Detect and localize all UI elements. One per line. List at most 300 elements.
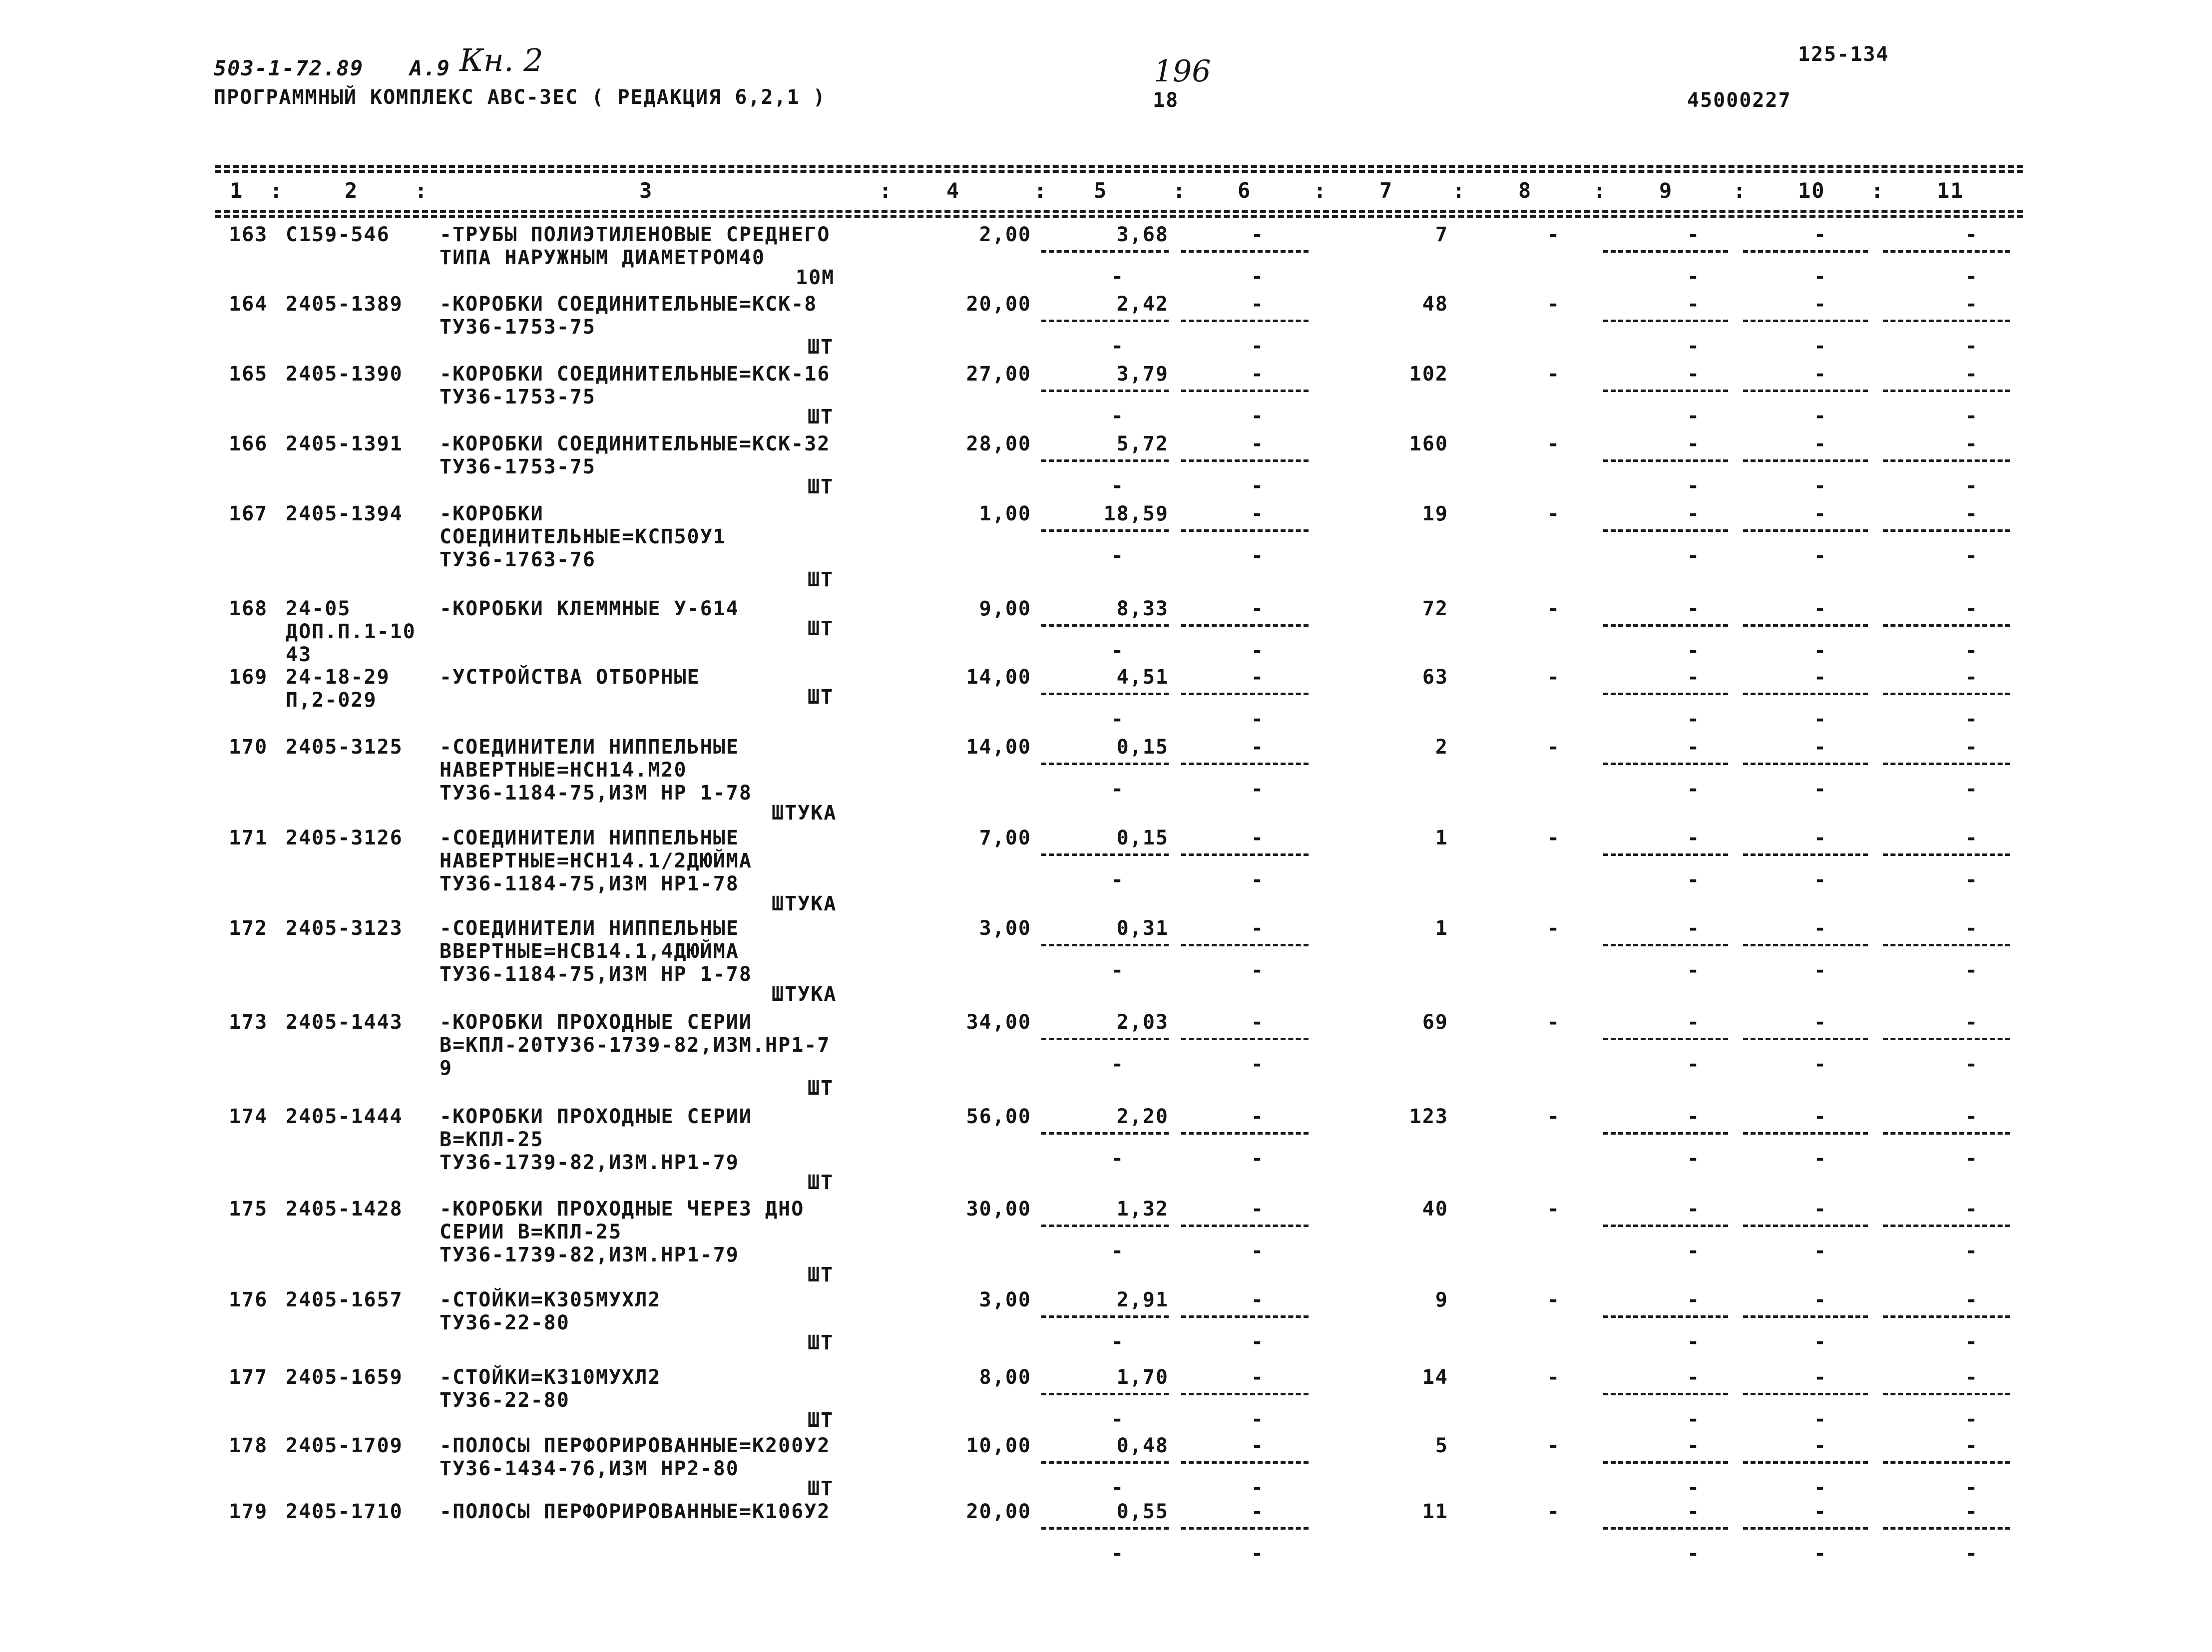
cell-underline (1743, 529, 1868, 532)
col10-dash: - (1814, 1500, 1827, 1523)
cell-underline (1181, 320, 1309, 322)
cell-underline (1041, 1038, 1169, 1040)
cell-underline (1041, 250, 1169, 253)
col10-dash: - (1814, 432, 1827, 455)
cell-underline (1883, 320, 2010, 322)
row-quantity: 1,00 (979, 502, 1031, 525)
col8-dash: - (1547, 597, 1561, 620)
cell-underline (1041, 763, 1169, 765)
row-price: 0,31 (1116, 917, 1169, 940)
row-quantity: 14,00 (966, 736, 1031, 759)
col8-dash: - (1547, 917, 1561, 940)
col6-dash: - (1251, 917, 1265, 940)
cell-underline (1743, 1461, 1868, 1464)
col10-sub-dash: - (1814, 265, 1827, 288)
cell-underline (1041, 1393, 1169, 1395)
row-cost: 160 (1409, 432, 1448, 455)
col6-sub-dash: - (1251, 778, 1265, 801)
row-cost: 63 (1422, 666, 1448, 689)
row-code: П,2-029 (286, 689, 377, 712)
row-unit: ШТ (808, 1077, 834, 1100)
cell-underline (1181, 1461, 1309, 1464)
col10-sub-dash: - (1814, 335, 1827, 358)
cell-underline (1041, 1527, 1169, 1530)
row-number: 167 (229, 502, 268, 525)
row-description: -СОЕДИНИТЕЛИ НИППЕЛЬНЫЕ (440, 826, 739, 849)
row-unit: ШТ (808, 1171, 834, 1194)
cell-underline (1883, 1038, 2010, 1040)
row-number: 172 (229, 917, 268, 940)
cell-underline (1181, 1225, 1309, 1227)
col8-dash: - (1547, 1105, 1561, 1128)
col6-dash: - (1251, 1288, 1265, 1311)
sheet-range: 125-134 (1798, 43, 1889, 66)
col6-sub-dash: - (1251, 959, 1265, 982)
col9-sub-dash: - (1687, 544, 1701, 567)
cell-underline (1181, 529, 1309, 532)
cell-underline (1041, 390, 1169, 392)
cell-underline (1883, 250, 2010, 253)
col5-sub-dash: - (1111, 405, 1125, 427)
col6-sub-dash: - (1251, 1239, 1265, 1262)
col9-dash: - (1687, 1288, 1701, 1311)
col5-sub-dash: - (1111, 1147, 1125, 1170)
col9-dash: - (1687, 432, 1701, 455)
cell-underline (1743, 944, 1868, 946)
cell-underline (1883, 1527, 2010, 1530)
cell-underline (1181, 1038, 1309, 1040)
col10-sub-dash: - (1814, 1053, 1827, 1076)
row-description: СЕРИИ В=КПЛ-25 (440, 1221, 622, 1243)
row-quantity: 9,00 (979, 597, 1031, 620)
row-description: ТУ36-1763-76 (440, 548, 596, 571)
cell-underline (1181, 1315, 1309, 1318)
row-unit: ШТ (808, 336, 834, 359)
row-description: В=КПЛ-20ТУ36-1739-82,ИЗМ.НР1-7 (440, 1034, 831, 1057)
col11-sub-dash: - (1965, 708, 1979, 731)
row-price: 2,42 (1116, 293, 1169, 316)
col9-dash: - (1687, 1366, 1701, 1389)
col9-sub-dash: - (1687, 959, 1701, 982)
row-description: ТУ36-1184-75,ИЗМ НР 1-78 (440, 963, 752, 986)
col10-dash: - (1814, 363, 1827, 386)
col6-sub-dash: - (1251, 1476, 1265, 1499)
row-cost: 72 (1422, 597, 1448, 620)
col8-dash: - (1547, 1434, 1561, 1457)
col8-dash: - (1547, 293, 1561, 316)
col11-dash: - (1965, 293, 1979, 316)
col9-dash: - (1687, 666, 1701, 689)
col10-dash: - (1814, 666, 1827, 689)
col5-sub-dash: - (1111, 1053, 1125, 1076)
cell-underline (1603, 1315, 1728, 1318)
cell-underline (1181, 390, 1309, 392)
row-number: 179 (229, 1500, 268, 1523)
col8-dash: - (1547, 1198, 1561, 1221)
col9-sub-dash: - (1687, 778, 1701, 801)
row-unit: ШТ (808, 1331, 834, 1354)
row-unit: ШТ (808, 475, 834, 498)
col5-sub-dash: - (1111, 1476, 1125, 1499)
col8-dash: - (1547, 432, 1561, 455)
col8-dash: - (1547, 736, 1561, 759)
row-number: 174 (229, 1105, 268, 1128)
cell-underline (1743, 1225, 1868, 1227)
col11-dash: - (1965, 917, 1979, 940)
col6-dash: - (1251, 826, 1265, 849)
col6-dash: - (1251, 736, 1265, 759)
row-price: 3,79 (1116, 363, 1169, 386)
row-description: ТУ36-22-80 (440, 1389, 570, 1412)
col5-sub-dash: - (1111, 335, 1125, 358)
row-unit: 10М (796, 266, 835, 289)
col11-sub-dash: - (1965, 1053, 1979, 1076)
cell-underline (1603, 459, 1728, 462)
col5-sub-dash: - (1111, 474, 1125, 497)
cell-underline (1181, 1527, 1309, 1530)
cell-underline (1743, 459, 1868, 462)
cell-underline (1181, 624, 1309, 627)
cell-underline (1603, 250, 1728, 253)
col10-dash: - (1814, 1288, 1827, 1311)
cell-underline (1883, 1393, 2010, 1395)
col6-dash: - (1251, 1434, 1265, 1457)
row-description: -СОЕДИНИТЕЛИ НИППЕЛЬНЫЕ (440, 736, 739, 759)
row-description: НАВЕРТНЫЕ=НСН14.1/2ДЮЙМА (440, 849, 752, 872)
col8-dash: - (1547, 1366, 1561, 1389)
row-description: -КОРОБКИ ПРОХОДНЫЕ ЧЕРЕЗ ДНО (440, 1198, 805, 1221)
row-price: 5,72 (1116, 432, 1169, 455)
column-header: 5 (1094, 178, 1108, 203)
cell-underline (1041, 944, 1169, 946)
col9-dash: - (1687, 293, 1701, 316)
cell-underline (1041, 1315, 1169, 1318)
col6-dash: - (1251, 502, 1265, 525)
col11-sub-dash: - (1965, 544, 1979, 567)
col9-dash: - (1687, 1011, 1701, 1034)
col6-sub-dash: - (1251, 708, 1265, 731)
col11-sub-dash: - (1965, 1330, 1979, 1353)
cell-underline (1603, 1225, 1728, 1227)
col10-dash: - (1814, 1366, 1827, 1389)
row-quantity: 34,00 (966, 1011, 1031, 1034)
col10-sub-dash: - (1814, 405, 1827, 427)
col8-dash: - (1547, 1011, 1561, 1034)
row-number: 164 (229, 293, 268, 316)
col8-dash: - (1547, 826, 1561, 849)
row-quantity: 30,00 (966, 1198, 1031, 1221)
col9-dash: - (1687, 223, 1701, 246)
row-price: 2,91 (1116, 1288, 1169, 1311)
col6-sub-dash: - (1251, 1408, 1265, 1431)
cell-underline (1883, 390, 2010, 392)
row-code: 2405-1443 (286, 1011, 403, 1034)
row-code: 2405-1710 (286, 1500, 403, 1523)
row-code: 2405-1709 (286, 1434, 403, 1457)
col5-sub-dash: - (1111, 959, 1125, 982)
row-quantity: 28,00 (966, 432, 1031, 455)
row-quantity: 10,00 (966, 1434, 1031, 1457)
col5-sub-dash: - (1111, 639, 1125, 662)
cell-underline (1181, 763, 1309, 765)
row-description: -СОЕДИНИТЕЛИ НИППЕЛЬНЫЕ (440, 917, 739, 940)
row-number: 168 (229, 597, 268, 620)
row-number: 170 (229, 736, 268, 759)
cell-underline (1603, 944, 1728, 946)
row-quantity: 3,00 (979, 917, 1031, 940)
col11-sub-dash: - (1965, 639, 1979, 662)
col9-dash: - (1687, 736, 1701, 759)
col11-dash: - (1965, 1434, 1979, 1457)
cell-underline (1181, 944, 1309, 946)
col11-sub-dash: - (1965, 1408, 1979, 1431)
row-price: 0,55 (1116, 1500, 1169, 1523)
row-cost: 1 (1435, 826, 1448, 849)
col11-sub-dash: - (1965, 1476, 1979, 1499)
row-code: 2405-1657 (286, 1288, 403, 1311)
column-header: 1 (230, 178, 244, 203)
col5-sub-dash: - (1111, 1542, 1125, 1565)
col9-dash: - (1687, 917, 1701, 940)
col10-dash: - (1814, 736, 1827, 759)
col9-sub-dash: - (1687, 1053, 1701, 1076)
col11-sub-dash: - (1965, 959, 1979, 982)
col6-dash: - (1251, 597, 1265, 620)
row-description: СОЕДИНИТЕЛЬНЫЕ=КСП50У1 (440, 525, 726, 548)
col6-sub-dash: - (1251, 474, 1265, 497)
col6-sub-dash: - (1251, 639, 1265, 662)
row-quantity: 20,00 (966, 1500, 1031, 1523)
col11-sub-dash: - (1965, 405, 1979, 427)
row-description: ТУ36-1739-82,ИЗМ.НР1-79 (440, 1151, 739, 1174)
cell-underline (1883, 624, 2010, 627)
row-unit: ШТУКА (772, 802, 837, 825)
col6-dash: - (1251, 1500, 1265, 1523)
col10-dash: - (1814, 1105, 1827, 1128)
cell-underline (1743, 390, 1868, 392)
row-price: 0,48 (1116, 1434, 1169, 1457)
col9-sub-dash: - (1687, 265, 1701, 288)
row-cost: 2 (1435, 736, 1448, 759)
col10-sub-dash: - (1814, 708, 1827, 731)
row-price: 4,51 (1116, 666, 1169, 689)
col10-sub-dash: - (1814, 1542, 1827, 1565)
row-description: ТУ36-22-80 (440, 1311, 570, 1334)
col10-dash: - (1814, 597, 1827, 620)
cell-underline (1041, 853, 1169, 856)
program-line: ПРОГРАММНЫЙ КОМПЛЕКС АВС-3ЕС ( РЕДАКЦИЯ 6,2,1 ) (214, 86, 826, 109)
row-unit: ШТ (808, 1263, 834, 1286)
row-description: -ТРУБЫ ПОЛИЭТИЛЕНОВЫЕ СРЕДНЕГО (440, 223, 831, 246)
row-quantity: 8,00 (979, 1366, 1031, 1389)
column-header: 7 (1379, 178, 1393, 203)
cell-underline (1743, 1132, 1868, 1135)
column-header: 8 (1518, 178, 1532, 203)
cell-underline (1041, 1461, 1169, 1464)
row-cost: 14 (1422, 1366, 1448, 1389)
row-cost: 19 (1422, 502, 1448, 525)
row-code: 2405-1659 (286, 1366, 403, 1389)
col5-sub-dash: - (1111, 778, 1125, 801)
row-cost: 123 (1409, 1105, 1448, 1128)
col6-sub-dash: - (1251, 1330, 1265, 1353)
col5-sub-dash: - (1111, 1330, 1125, 1353)
column-header: 6 (1238, 178, 1252, 203)
col10-dash: - (1814, 826, 1827, 849)
cell-underline (1041, 1132, 1169, 1135)
col10-sub-dash: - (1814, 1408, 1827, 1431)
col10-sub-dash: - (1814, 778, 1827, 801)
cell-underline (1603, 1038, 1728, 1040)
cell-underline (1041, 693, 1169, 695)
cell-underline (1603, 1527, 1728, 1530)
col9-sub-dash: - (1687, 639, 1701, 662)
col9-sub-dash: - (1687, 1239, 1701, 1262)
col9-dash: - (1687, 1500, 1701, 1523)
row-cost: 48 (1422, 293, 1448, 316)
col8-dash: - (1547, 1500, 1561, 1523)
col9-sub-dash: - (1687, 335, 1701, 358)
col9-dash: - (1687, 363, 1701, 386)
row-price: 0,15 (1116, 736, 1169, 759)
row-quantity: 56,00 (966, 1105, 1031, 1128)
row-price: 18,59 (1103, 502, 1169, 525)
row-number: 177 (229, 1366, 268, 1389)
col6-dash: - (1251, 223, 1265, 246)
col9-dash: - (1687, 826, 1701, 849)
row-code: 2405-1428 (286, 1198, 403, 1221)
row-number: 169 (229, 666, 268, 689)
col11-dash: - (1965, 1288, 1979, 1311)
row-cost: 69 (1422, 1011, 1448, 1034)
row-unit: ШТ (808, 1409, 834, 1432)
row-number: 166 (229, 432, 268, 455)
col8-dash: - (1547, 666, 1561, 689)
cell-underline (1743, 853, 1868, 856)
cell-underline (1743, 763, 1868, 765)
col6-dash: - (1251, 432, 1265, 455)
cell-underline (1041, 1225, 1169, 1227)
cell-underline (1883, 944, 2010, 946)
cell-underline (1603, 1393, 1728, 1395)
col9-dash: - (1687, 597, 1701, 620)
row-description: ТИПА НАРУЖНЫМ ДИАМЕТРОМ40 (440, 246, 766, 269)
row-description: -КОРОБКИ КЛЕММНЫЕ У-614 (440, 597, 739, 620)
row-cost: 9 (1435, 1288, 1448, 1311)
column-header: 10 (1798, 178, 1825, 203)
col6-sub-dash: - (1251, 544, 1265, 567)
row-description: ТУ36-1753-75 (440, 316, 596, 339)
row-price: 1,70 (1116, 1366, 1169, 1389)
cell-underline (1181, 853, 1309, 856)
col11-dash: - (1965, 1500, 1979, 1523)
col6-sub-dash: - (1251, 868, 1265, 891)
row-quantity: 27,00 (966, 363, 1031, 386)
cell-underline (1181, 1132, 1309, 1135)
col6-sub-dash: - (1251, 1542, 1265, 1565)
row-number: 163 (229, 223, 268, 246)
col9-sub-dash: - (1687, 1330, 1701, 1353)
cell-underline (1603, 853, 1728, 856)
column-header: 3 (639, 178, 653, 203)
cell-underline (1743, 693, 1868, 695)
col5-sub-dash: - (1111, 1408, 1125, 1431)
row-price: 0,15 (1116, 826, 1169, 849)
row-description: -КОРОБКИ (440, 502, 544, 525)
row-unit: ШТ (808, 406, 834, 428)
cell-underline (1743, 624, 1868, 627)
col10-sub-dash: - (1814, 1330, 1827, 1353)
row-description: -КОРОБКИ СОЕДИНИТЕЛЬНЫЕ=КСК-8 (440, 293, 818, 316)
col10-sub-dash: - (1814, 639, 1827, 662)
cell-underline (1041, 529, 1169, 532)
col9-dash: - (1687, 1105, 1701, 1128)
cell-underline (1603, 529, 1728, 532)
col11-sub-dash: - (1965, 1542, 1979, 1565)
col11-dash: - (1965, 502, 1979, 525)
row-number: 178 (229, 1434, 268, 1457)
col6-sub-dash: - (1251, 335, 1265, 358)
row-number: 173 (229, 1011, 268, 1034)
cell-underline (1181, 693, 1309, 695)
col8-dash: - (1547, 502, 1561, 525)
row-number: 165 (229, 363, 268, 386)
col11-sub-dash: - (1965, 778, 1979, 801)
cell-underline (1743, 1315, 1868, 1318)
row-price: 2,20 (1116, 1105, 1169, 1128)
row-unit: ШТ (808, 617, 834, 640)
row-cost: 7 (1435, 223, 1448, 246)
col8-dash: - (1547, 363, 1561, 386)
col10-sub-dash: - (1814, 1239, 1827, 1262)
row-description: ТУ36-1184-75,ИЗМ НР1-78 (440, 872, 739, 895)
row-code: 2405-1394 (286, 502, 403, 525)
col11-dash: - (1965, 736, 1979, 759)
cell-underline (1603, 1461, 1728, 1464)
row-quantity: 2,00 (979, 223, 1031, 246)
cell-underline (1883, 693, 2010, 695)
row-code: ДОП.П.1-10 (286, 620, 416, 643)
col9-sub-dash: - (1687, 708, 1701, 731)
row-cost: 11 (1422, 1500, 1448, 1523)
row-cost: 102 (1409, 363, 1448, 386)
cell-underline (1883, 529, 2010, 532)
col6-sub-dash: - (1251, 405, 1265, 427)
cell-underline (1041, 320, 1169, 322)
cell-underline (1041, 459, 1169, 462)
row-cost: 40 (1422, 1198, 1448, 1221)
row-price: 2,03 (1116, 1011, 1169, 1034)
cell-underline (1603, 693, 1728, 695)
row-description: ТУ36-1434-76,ИЗМ НР2-80 (440, 1457, 739, 1480)
page-handwritten: 196 (1154, 54, 1211, 89)
row-quantity: 20,00 (966, 293, 1031, 316)
cell-underline (1883, 853, 2010, 856)
row-description: НАВЕРТНЫЕ=НСН14.М20 (440, 759, 687, 782)
row-number: 175 (229, 1198, 268, 1221)
cell-underline (1883, 1315, 2010, 1318)
row-description: ТУ36-1739-82,ИЗМ.НР1-79 (440, 1243, 739, 1266)
col9-dash: - (1687, 502, 1701, 525)
row-price: 8,33 (1116, 597, 1169, 620)
col11-dash: - (1965, 1011, 1979, 1034)
col11-sub-dash: - (1965, 1147, 1979, 1170)
cell-underline (1181, 250, 1309, 253)
col11-dash: - (1965, 223, 1979, 246)
col5-sub-dash: - (1111, 708, 1125, 731)
column-header: 4 (946, 178, 960, 203)
cell-underline (1743, 250, 1868, 253)
